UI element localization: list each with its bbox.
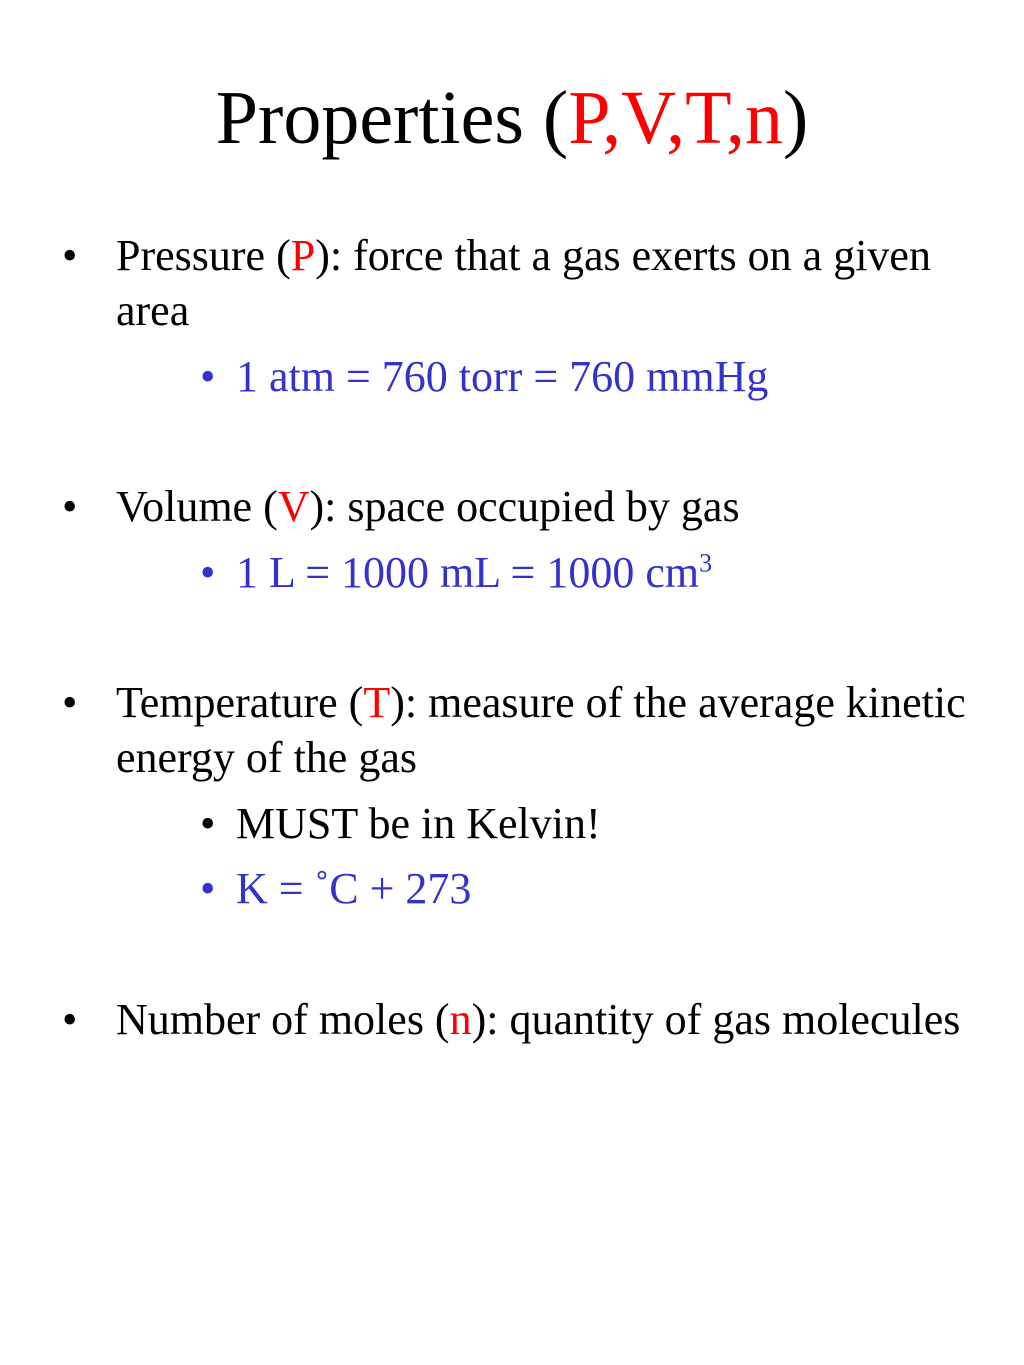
bullet-temperature	[62, 675, 996, 785]
sub-bullet-text: K = ˚C + 273	[236, 864, 472, 913]
sub-bullet-kelvin-formula	[200, 861, 472, 916]
bullet-description: ): quantity of gas molecules	[471, 995, 961, 1044]
title-suffix: )	[782, 76, 809, 160]
superscript-three: 3	[699, 548, 713, 578]
sub-bullet-text: 1 atm = 760 torr = 760 mmHg	[236, 352, 769, 401]
bullet-symbol: T	[363, 678, 391, 727]
bullet-volume	[62, 479, 996, 534]
slide-title	[0, 72, 1024, 164]
title-prefix: Properties (	[215, 76, 569, 160]
bullet-dot: •	[62, 678, 78, 727]
sub-bullet-dot: •	[200, 548, 216, 597]
sub-bullet-text: MUST be in Kelvin!	[236, 799, 601, 848]
bullet-term: Volume (	[116, 482, 278, 531]
bullet-term: Pressure (	[116, 231, 291, 280]
bullet-dot: •	[62, 995, 78, 1044]
bullet-symbol: n	[449, 995, 472, 1044]
sub-bullet-dot: •	[200, 352, 216, 401]
bullet-symbol: V	[277, 482, 310, 531]
bullet-term: Number of moles (	[116, 995, 450, 1044]
bullet-description: ): measure of the average kinetic energy of the gas	[116, 678, 966, 782]
sub-bullet-text: 1 L = 1000 mL = 1000 cm	[236, 548, 700, 597]
bullet-description: ): force that a gas exerts on a given area	[116, 231, 931, 335]
title-variables: P,V,T,n	[568, 76, 783, 160]
bullet-description: ): space occupied by gas	[309, 482, 740, 531]
bullet-dot: •	[62, 482, 78, 531]
bullet-pressure	[62, 228, 996, 338]
bullet-term: Temperature (	[116, 678, 364, 727]
sub-bullet-volume-units	[200, 545, 713, 600]
sub-bullet-dot: •	[200, 864, 216, 913]
sub-bullet-dot: •	[200, 799, 216, 848]
bullet-moles	[62, 992, 996, 1047]
sub-bullet-pressure-units	[200, 349, 769, 404]
bullet-symbol: P	[290, 231, 316, 280]
bullet-dot: •	[62, 231, 78, 280]
sub-bullet-kelvin-note	[200, 796, 601, 851]
